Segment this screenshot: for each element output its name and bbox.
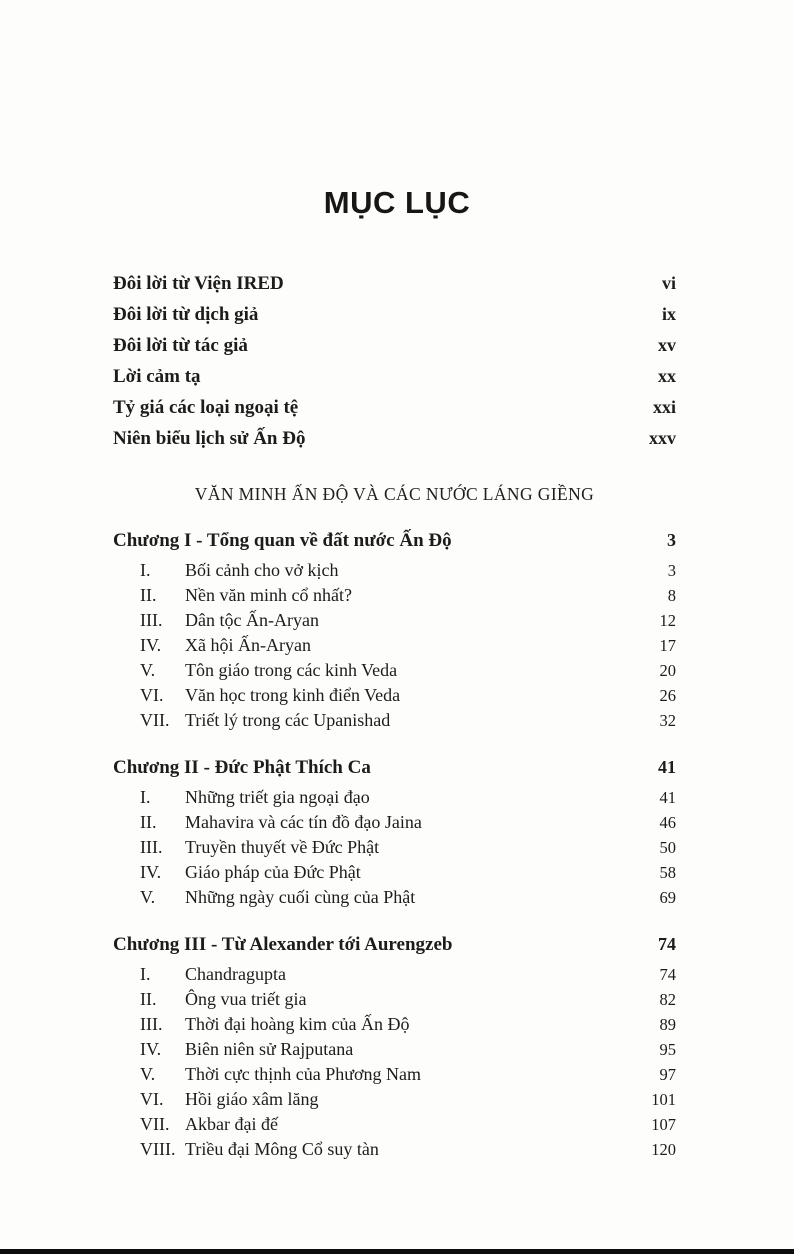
toc-entry: [140, 708, 676, 733]
table-of-contents: [113, 268, 676, 1162]
toc-entry: [140, 987, 676, 1012]
toc-entry-label: Thời đại hoàng kim của Ấn Độ: [185, 1014, 410, 1034]
chapter-heading: [113, 928, 676, 961]
toc-entry-numeral: VI.: [140, 1089, 164, 1109]
chapter-block: [113, 524, 676, 733]
toc-entry: [140, 962, 676, 987]
toc-entry-label: Mahavira và các tín đồ đạo Jaina: [185, 812, 422, 832]
chapter-item-list: [113, 962, 676, 1162]
toc-entry-numeral: IV.: [140, 635, 162, 655]
toc-entry: [140, 835, 676, 860]
chapter-item-list: [113, 558, 676, 733]
toc-entry-page: 50: [659, 838, 676, 857]
chapter-page: 41: [658, 757, 676, 777]
toc-entry-label: Biên niên sử Rajputana: [185, 1039, 354, 1059]
toc-entry: [140, 658, 676, 683]
toc-entry: [140, 1062, 676, 1087]
toc-entry-numeral: V.: [140, 1064, 156, 1084]
toc-entry-page: 74: [659, 965, 676, 984]
toc-entry: [140, 633, 676, 658]
toc-entry-label: Đôi lời từ tác giả: [113, 335, 248, 356]
toc-entry-label: Ông vua triết gia: [185, 989, 307, 1009]
toc-entry-label: Xã hội Ấn-Aryan: [185, 635, 311, 655]
toc-entry-page: 69: [659, 888, 676, 907]
toc-entry-page: 41: [659, 788, 676, 807]
toc-entry-page: 20: [659, 661, 676, 680]
toc-entry-page: 120: [651, 1140, 676, 1159]
toc-entry-label: Chandragupta: [185, 964, 286, 984]
toc-entry: [113, 392, 676, 423]
toc-entry: [140, 608, 676, 633]
toc-entry: [140, 683, 676, 708]
toc-entry-numeral: V.: [140, 660, 156, 680]
toc-entry: [113, 423, 676, 454]
chapter-title: Chương II - Đức Phật Thích Ca: [113, 757, 371, 778]
toc-entry: [140, 1087, 676, 1112]
toc-entry-page: xxi: [652, 397, 676, 417]
toc-entry: [140, 1012, 676, 1037]
toc-entry-label: Giáo pháp của Đức Phật: [185, 862, 361, 882]
toc-entry-numeral: III.: [140, 837, 163, 857]
chapter-heading: [113, 751, 676, 784]
toc-entry-label: Đôi lời từ Viện IRED: [113, 273, 284, 294]
toc-entry: [140, 558, 676, 583]
toc-entry: [113, 268, 676, 299]
toc-entry-numeral: VI.: [140, 685, 164, 705]
toc-entry-label: Lời cảm tạ: [113, 366, 201, 387]
toc-entry-page: 3: [667, 561, 676, 580]
toc-entry-numeral: VII.: [140, 1114, 170, 1134]
toc-entry: [140, 860, 676, 885]
toc-entry-label: Akbar đại đế: [185, 1114, 278, 1134]
toc-entry: [140, 810, 676, 835]
toc-entry-label: Triết lý trong các Upanishad: [185, 710, 391, 730]
toc-entry-page: 89: [659, 1015, 676, 1034]
page-title: MỤC LỤC: [323, 185, 471, 220]
chapter-list: [113, 524, 676, 1162]
toc-entry-page: 101: [651, 1090, 676, 1109]
toc-entry-numeral: I.: [140, 964, 151, 984]
page-bottom-edge: [0, 1249, 794, 1254]
toc-entry-numeral: II.: [140, 585, 157, 605]
toc-entry-page: xv: [658, 335, 676, 355]
toc-entry: [140, 1037, 676, 1062]
toc-entry-numeral: II.: [140, 989, 157, 1009]
toc-entry-label: Tôn giáo trong các kinh Veda: [185, 660, 398, 680]
toc-entry-page: xxv: [649, 428, 676, 448]
chapter-title: Chương I - Tổng quan về đất nước Ấn Độ: [113, 530, 452, 551]
toc-entry: [113, 361, 676, 392]
chapter-block: [113, 751, 676, 910]
toc-entry-label: Văn học trong kinh điển Veda: [185, 685, 401, 705]
toc-entry-page: 107: [651, 1115, 676, 1134]
toc-entry-numeral: I.: [140, 787, 151, 807]
toc-entry-numeral: IV.: [140, 862, 162, 882]
chapter-heading: [113, 524, 676, 557]
toc-entry-numeral: III.: [140, 1014, 163, 1034]
toc-entry-label: Niên biểu lịch sử Ấn Độ: [113, 428, 306, 449]
toc-entry-page: xx: [658, 366, 676, 386]
toc-entry: [113, 330, 676, 361]
toc-entry-numeral: V.: [140, 887, 156, 907]
toc-entry-page: 12: [659, 611, 676, 630]
toc-entry-label: Đôi lời từ dịch giả: [113, 304, 259, 325]
toc-entry-label: Truyền thuyết về Đức Phật: [185, 837, 380, 857]
toc-entry-page: vi: [661, 273, 676, 293]
toc-entry-label: Tỷ giá các loại ngoại tệ: [113, 397, 299, 418]
toc-entry-label: Những triết gia ngoại đạo: [185, 787, 370, 807]
toc-entry-page: 46: [659, 813, 676, 832]
toc-entry-page: 8: [667, 586, 676, 605]
toc-entry-page: 82: [659, 990, 676, 1009]
toc-entry-page: ix: [661, 304, 676, 324]
toc-entry-page: 97: [659, 1065, 676, 1084]
toc-entry-numeral: VIII.: [140, 1139, 176, 1159]
chapter-item-list: [113, 785, 676, 910]
toc-entry-numeral: III.: [140, 610, 163, 630]
toc-entry-numeral: I.: [140, 560, 151, 580]
toc-entry-label: Hồi giáo xâm lăng: [185, 1089, 319, 1109]
toc-entry-label: Bối cảnh cho vở kịch: [185, 560, 339, 580]
toc-entry-label: Những ngày cuối cùng của Phật: [185, 887, 416, 907]
toc-entry-numeral: II.: [140, 812, 157, 832]
chapter-page: 74: [658, 934, 676, 954]
toc-entry: [140, 583, 676, 608]
toc-entry: [113, 299, 676, 330]
chapter-block: [113, 928, 676, 1162]
chapter-title: Chương III - Từ Alexander tới Aurengzeb: [113, 934, 453, 955]
toc-entry-page: 32: [659, 711, 676, 730]
toc-entry: [140, 1112, 676, 1137]
toc-entry: [140, 785, 676, 810]
toc-entry-label: Dân tộc Ấn-Aryan: [185, 610, 319, 630]
toc-entry: [140, 1137, 676, 1162]
toc-entry-page: 26: [659, 686, 676, 705]
section-header: VĂN MINH ẤN ĐỘ VÀ CÁC NƯỚC LÁNG GIỀNG: [194, 484, 595, 504]
toc-entry-label: Triều đại Mông Cổ suy tàn: [185, 1139, 379, 1159]
toc-entry-numeral: VII.: [140, 710, 170, 730]
toc-entry-page: 17: [659, 636, 676, 655]
toc-entry: [140, 885, 676, 910]
chapter-page: 3: [667, 530, 676, 550]
toc-entry-numeral: IV.: [140, 1039, 162, 1059]
toc-entry-page: 95: [659, 1040, 676, 1059]
toc-entry-page: 58: [659, 863, 676, 882]
front-matter-list: [113, 268, 676, 454]
toc-entry-label: Thời cực thịnh của Phương Nam: [185, 1064, 422, 1084]
toc-entry-label: Nền văn minh cổ nhất?: [185, 585, 352, 605]
